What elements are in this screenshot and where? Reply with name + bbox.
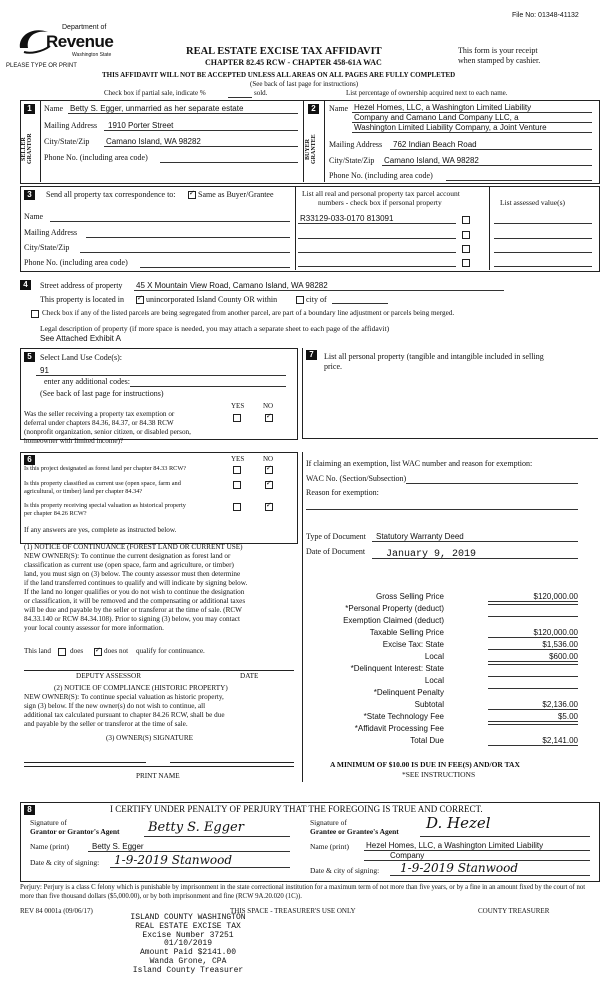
correspondence-city[interactable] <box>80 252 290 253</box>
delinquent-interest-local-value[interactable] <box>488 676 578 677</box>
grantee-print-name-line2[interactable]: Company <box>390 851 425 860</box>
revenue-logo: Department of Revenue Washington State <box>16 22 126 68</box>
owner-signature-line-2[interactable] <box>170 762 294 763</box>
owner-signature-line-1[interactable] <box>24 762 146 763</box>
unincorporated-checkbox[interactable] <box>136 296 144 304</box>
historic-yes-checkbox[interactable] <box>233 503 241 511</box>
partial-sale-label: Check box if partial sale, indicate % <box>104 89 206 97</box>
excise-tax-state-value[interactable]: $1,536.00 <box>488 640 578 650</box>
exemption-claimed-value[interactable] <box>488 616 578 617</box>
tax-row-label: *Affidavit Processing Fee <box>354 724 444 733</box>
assessor-signature-line[interactable] <box>24 670 294 671</box>
legal-description[interactable]: See Attached Exhibit A <box>40 334 121 343</box>
document-type[interactable]: Statutory Warranty Deed <box>376 532 464 541</box>
continuance-notice: (1) NOTICE OF CONTINUANCE (FOREST LAND OR CURRENT USE) NEW OWNER(S): To continue the current designation as forest land or classification as current use (open space, farm and agriculture, or timber) land, you must sign on (3) below. The county assessor must then determine if the land transferred continues to qualify and will indicate by signing below. If the land no longer qualifies or you do not wish to continue the designation or classification, it will be removed and the compensating or additional taxes will be due and payable by the seller or transferor at the time of sale. (RCW 84.33.140 or RCW 84.34.108). Prior to signing (3) below, you may contact your local county assessor for more information. <box>24 543 248 632</box>
grantee-signature[interactable]: D. Hezel <box>426 814 491 832</box>
land-use-code[interactable]: 91 <box>40 366 49 375</box>
buyer-name-line2[interactable]: Company and Camano Land Company LLC, a <box>354 113 519 122</box>
within-city-checkbox[interactable] <box>296 296 304 304</box>
personal-property-checkbox-1[interactable] <box>462 216 470 224</box>
seller-phone[interactable] <box>160 162 298 163</box>
exemption-no-checkbox[interactable] <box>265 414 273 422</box>
file-number: File No: 01348-41132 <box>512 12 579 19</box>
total-due-value[interactable]: $2,141.00 <box>488 736 578 746</box>
forest-land-yes-checkbox[interactable] <box>233 466 241 474</box>
buyer-name-line3[interactable]: Washington Limited Liability Company, a Joint Venture <box>354 123 547 132</box>
grantee-date-city[interactable]: 1-9-2019 Stanwood <box>400 861 519 875</box>
correspondence-mailing[interactable] <box>86 237 290 238</box>
assessed-value-1[interactable] <box>494 223 592 224</box>
assessed-value-3[interactable] <box>494 252 592 253</box>
tax-row-label: Subtotal <box>414 700 444 709</box>
partial-sale-field[interactable] <box>228 97 252 98</box>
land-does-checkbox[interactable] <box>58 648 66 656</box>
additional-codes-field[interactable] <box>130 386 286 387</box>
subtotal-value[interactable]: $2,136.00 <box>488 700 578 710</box>
perjury-notice: Perjury: Perjury is a class C felony which is punishable by imprisonment in the state correctional institution for a maximum term of not more than five years, or by a fine in an amount fixed by the court of not more than five thousand dollars ($5,000.00), or by both imprisonment and fine (RCW 9A.20.020 (1C)). <box>20 884 586 900</box>
taxable-selling-price-value[interactable]: $120,000.00 <box>488 628 578 638</box>
personal-property-checkbox-4[interactable] <box>462 259 470 267</box>
parcel-number-3[interactable] <box>298 252 456 253</box>
buyer-mailing[interactable]: 762 Indian Beach Road <box>393 140 477 149</box>
historic-no-checkbox[interactable] <box>265 503 273 511</box>
assessed-value-2[interactable] <box>494 238 592 239</box>
seller-mailing[interactable]: 1910 Porter Street <box>108 121 174 130</box>
affidavit-processing-fee-value[interactable] <box>488 724 578 725</box>
buyer-city[interactable]: Camano Island, WA 98282 <box>384 156 479 165</box>
wac-number-field[interactable] <box>406 483 578 484</box>
forest-land-no-checkbox[interactable] <box>265 466 273 474</box>
treasurer-stamp: ISLAND COUNTY WASHINGTON REAL ESTATE EXCISE TAX Excise Number 37251 01/10/2019 Amount Paid $2141.00 Wanda Grone, CPA Island County Treasurer <box>130 913 246 975</box>
grantor-signature[interactable]: Betty S. Egger <box>148 820 244 835</box>
form-revision: REV 84 0001a (09/06/17) <box>20 907 93 915</box>
correspondence-phone[interactable] <box>140 267 290 268</box>
property-street-address[interactable]: 45 X Mountain View Road, Camano Island, WA 98282 <box>136 281 328 290</box>
tax-row-label: Local <box>424 652 444 661</box>
compliance-notice: (2) NOTICE OF COMPLIANCE (HISTORIC PROPERTY) NEW OWNER(S): To continue special valuation as historic property, sign (3) below. If the new owner(s) do not wish to continue, all additional tax calculated pursuant to chapter 84.26 RCW, shall be due and payable by the seller or transferor at the time of sale. <box>24 684 228 728</box>
parcel-number-2[interactable] <box>298 238 456 239</box>
parcel-number-1[interactable]: R33129-033-0170 813091 <box>300 214 394 223</box>
seller-name[interactable]: Betty S. Egger, unmarried as her separate estate <box>70 104 244 113</box>
tax-row-label: *Delinquent Interest: State <box>350 664 444 673</box>
tax-row-label: *Personal Property (deduct) <box>345 604 444 613</box>
tax-row-label: Taxable Selling Price <box>369 628 444 637</box>
buyer-phone[interactable] <box>446 180 592 181</box>
state-technology-fee-value[interactable]: $5.00 <box>488 712 578 722</box>
correspondence-name[interactable] <box>50 221 290 222</box>
parcel-number-4[interactable] <box>298 266 456 267</box>
seller-side-label: SELLER GRANTOR <box>21 133 33 165</box>
gross-selling-price-value[interactable]: $120,000.00 <box>488 592 578 602</box>
tax-row-label: Total Due <box>410 736 444 745</box>
current-use-yes-checkbox[interactable] <box>233 481 241 489</box>
seller-city[interactable]: Camano Island, WA 98282 <box>106 137 201 146</box>
excise-tax-local-value[interactable]: $600.00 <box>488 652 578 662</box>
buyer-side-label: BUYER GRANTEE <box>305 134 317 164</box>
tax-row-label: Excise Tax: State <box>382 640 444 649</box>
delinquent-interest-state-value[interactable] <box>488 664 578 665</box>
tax-row-label: *Delinquent Penalty <box>373 688 444 697</box>
tax-row-label: Exemption Claimed (deduct) <box>343 616 444 625</box>
exemption-reason-field[interactable] <box>306 509 578 510</box>
personal-property-checkbox-3[interactable] <box>462 245 470 253</box>
print-note: PLEASE TYPE OR PRINT <box>6 63 77 69</box>
land-does-not-checkbox[interactable] <box>94 648 102 656</box>
tax-row-label: Local <box>424 676 444 685</box>
form-title: REAL ESTATE EXCISE TAX AFFIDAVIT <box>186 46 382 57</box>
personal-property-checkbox-2[interactable] <box>462 231 470 239</box>
certification-statement: I CERTIFY UNDER PENALTY OF PERJURY THAT THE FOREGOING IS TRUE AND CORRECT. <box>110 804 483 814</box>
tax-row-label: *State Technology Fee <box>363 712 444 721</box>
delinquent-penalty-value[interactable] <box>488 688 578 689</box>
grantee-print-name-line1[interactable]: Hezel Homes, LLC, a Washington Limited Liability <box>366 841 544 850</box>
segregated-checkbox[interactable] <box>31 310 39 318</box>
personal-property-value[interactable] <box>488 604 578 605</box>
document-date[interactable]: January 9, 2019 <box>386 549 477 560</box>
grantor-date-city[interactable]: 1-9-2019 Stanwood <box>114 853 233 867</box>
exemption-yes-checkbox[interactable] <box>233 414 241 422</box>
grantor-print-name[interactable]: Betty S. Egger <box>92 842 144 851</box>
assessed-value-4[interactable] <box>494 266 592 267</box>
buyer-name-line1[interactable]: Hezel Homes, LLC, a Washington Limited Liability <box>354 103 532 112</box>
same-as-buyer-checkbox[interactable] <box>188 191 196 199</box>
city-of-field[interactable] <box>332 303 388 304</box>
tax-row-label: Gross Selling Price <box>375 592 444 601</box>
warning-banner: THIS AFFIDAVIT WILL NOT BE ACCEPTED UNLESS ALL AREAS ON ALL PAGES ARE FULLY COMPLETED <box>102 71 456 79</box>
form-subtitle: CHAPTER 82.45 RCW - CHAPTER 458-61A WAC <box>205 58 382 67</box>
current-use-no-checkbox[interactable] <box>265 481 273 489</box>
